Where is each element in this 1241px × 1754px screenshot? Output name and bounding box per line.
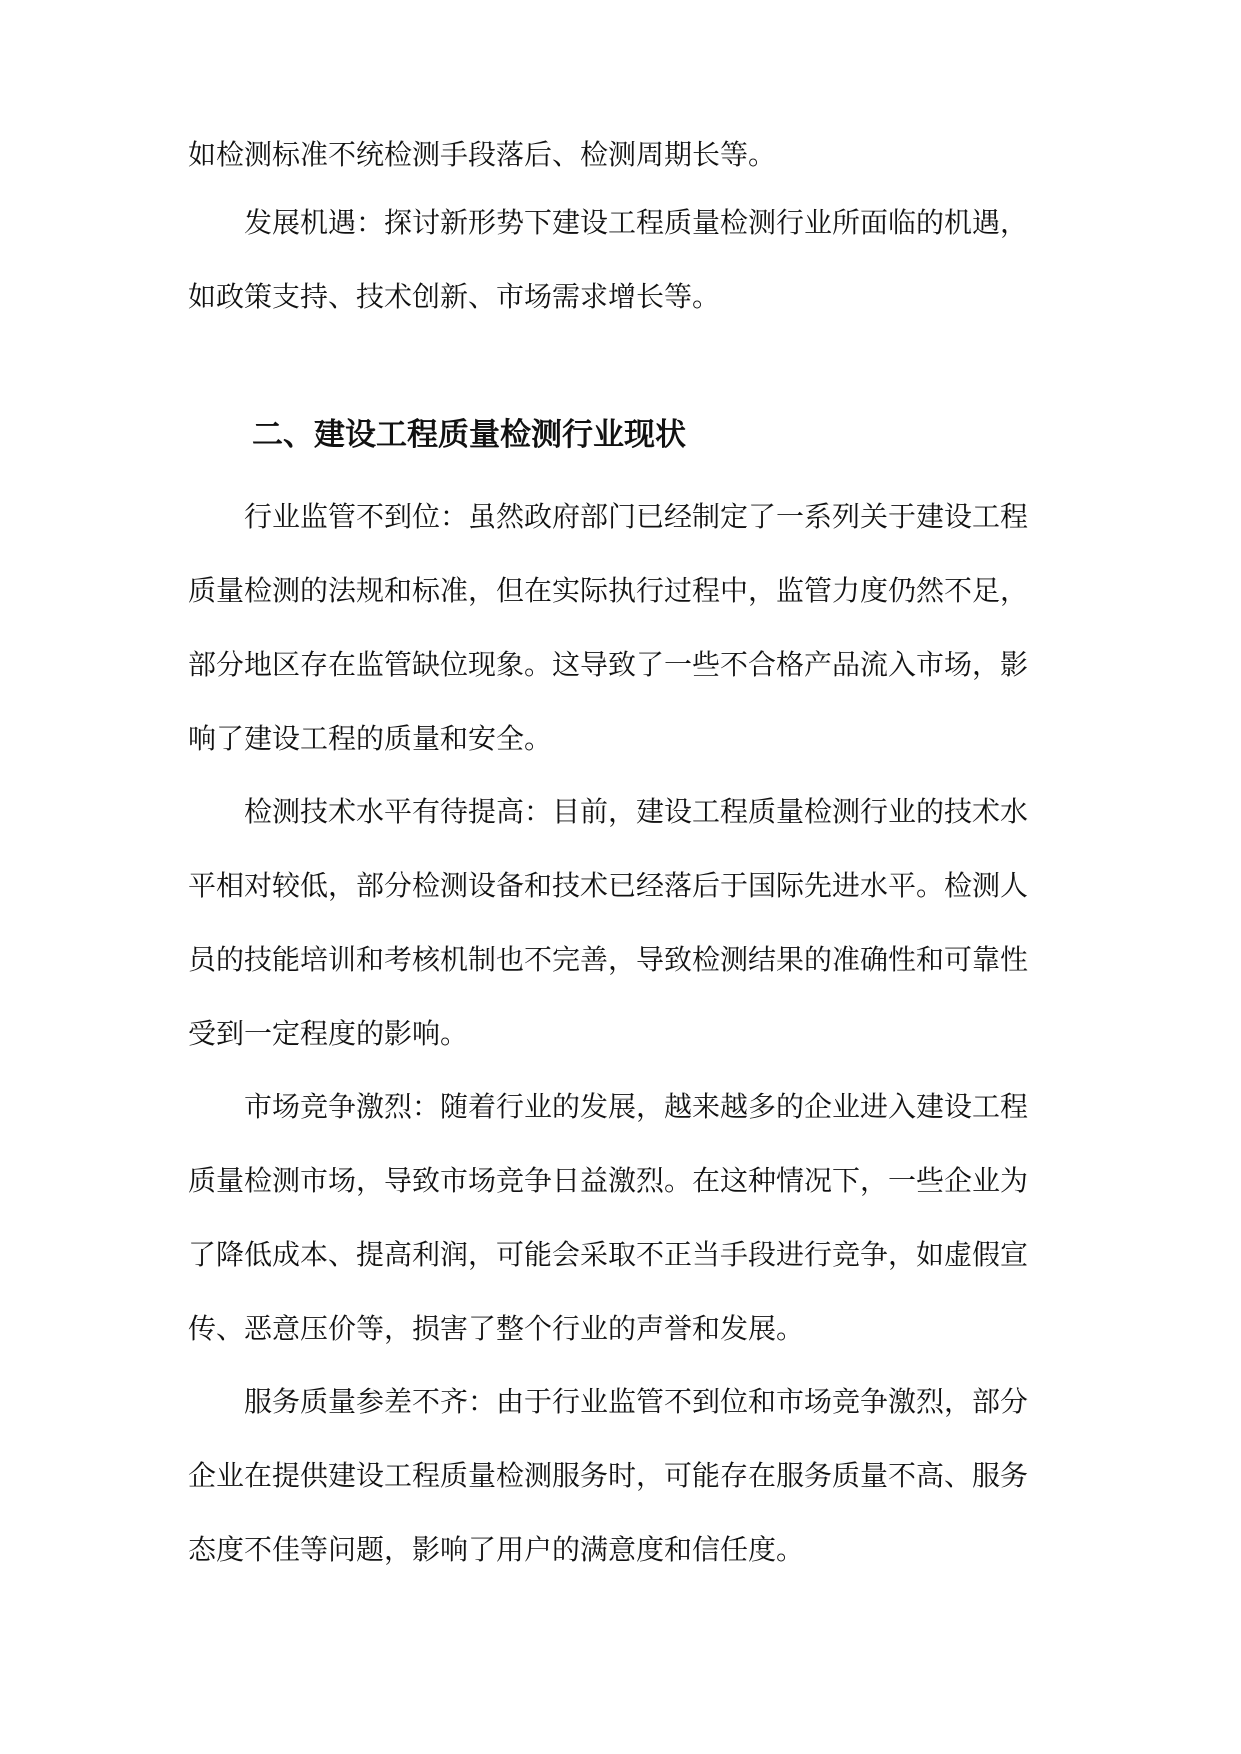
competition-paragraph (188, 1070, 1058, 1366)
text-line: 服务质量参差不齐：由于行业监管不到位和市场竞争激烈，部分 (188, 1385, 1029, 1418)
text-line: 发展机遇：探讨新形势下建设工程质量检测行业所面临的机遇， (188, 206, 1029, 239)
regulation-paragraph (188, 480, 1058, 776)
text-line: 部分地区存在监管缺位现象。这导致了一些不合格产品流入市场，影 (188, 648, 1029, 681)
text-line: 传、恶意压价等，损害了整个行业的声誉和发展。 (188, 1312, 805, 1345)
text-line: 企业在提供建设工程质量检测服务时，可能存在服务质量不高、服务 (188, 1459, 1029, 1492)
text-line: 受到一定程度的影响。 (188, 1017, 469, 1050)
text-line: 如检测标准不统检测手段落后、检测周期长等。 (188, 138, 777, 171)
text-line: 行业监管不到位：虽然政府部门已经制定了一系列关于建设工程 (188, 500, 1029, 533)
text-line: 响了建设工程的质量和安全。 (188, 722, 553, 755)
text-line: 质量检测的法规和标准，但在实际执行过程中，监管力度仍然不足， (188, 574, 1029, 607)
text-line: 了降低成本、提高利润，可能会采取不正当手段进行竞争，如虚假宣 (188, 1238, 1029, 1271)
text-line: 质量检测市场，导致市场竞争日益激烈。在这种情况下，一些企业为 (188, 1164, 1029, 1197)
text-line: 市场竞争激烈：随着行业的发展，越来越多的企业进入建设工程 (188, 1090, 1029, 1123)
intro-paragraph (188, 118, 1058, 192)
text-line: 如政策支持、技术创新、市场需求增长等。 (188, 280, 721, 313)
text-line: 员的技能培训和考核机制也不完善，导致检测结果的准确性和可靠性 (188, 943, 1029, 976)
opportunity-paragraph (188, 186, 1058, 334)
section-heading: 二、建设工程质量检测行业现状 (252, 417, 686, 453)
text-line: 检测技术水平有待提高：目前，建设工程质量检测行业的技术水 (188, 795, 1029, 828)
text-line: 态度不佳等问题，影响了用户的满意度和信任度。 (188, 1533, 805, 1566)
service-quality-paragraph (188, 1365, 1058, 1587)
text-line: 平相对较低，部分检测设备和技术已经落后于国际先进水平。检测人 (188, 869, 1029, 902)
technology-paragraph (188, 775, 1058, 1071)
